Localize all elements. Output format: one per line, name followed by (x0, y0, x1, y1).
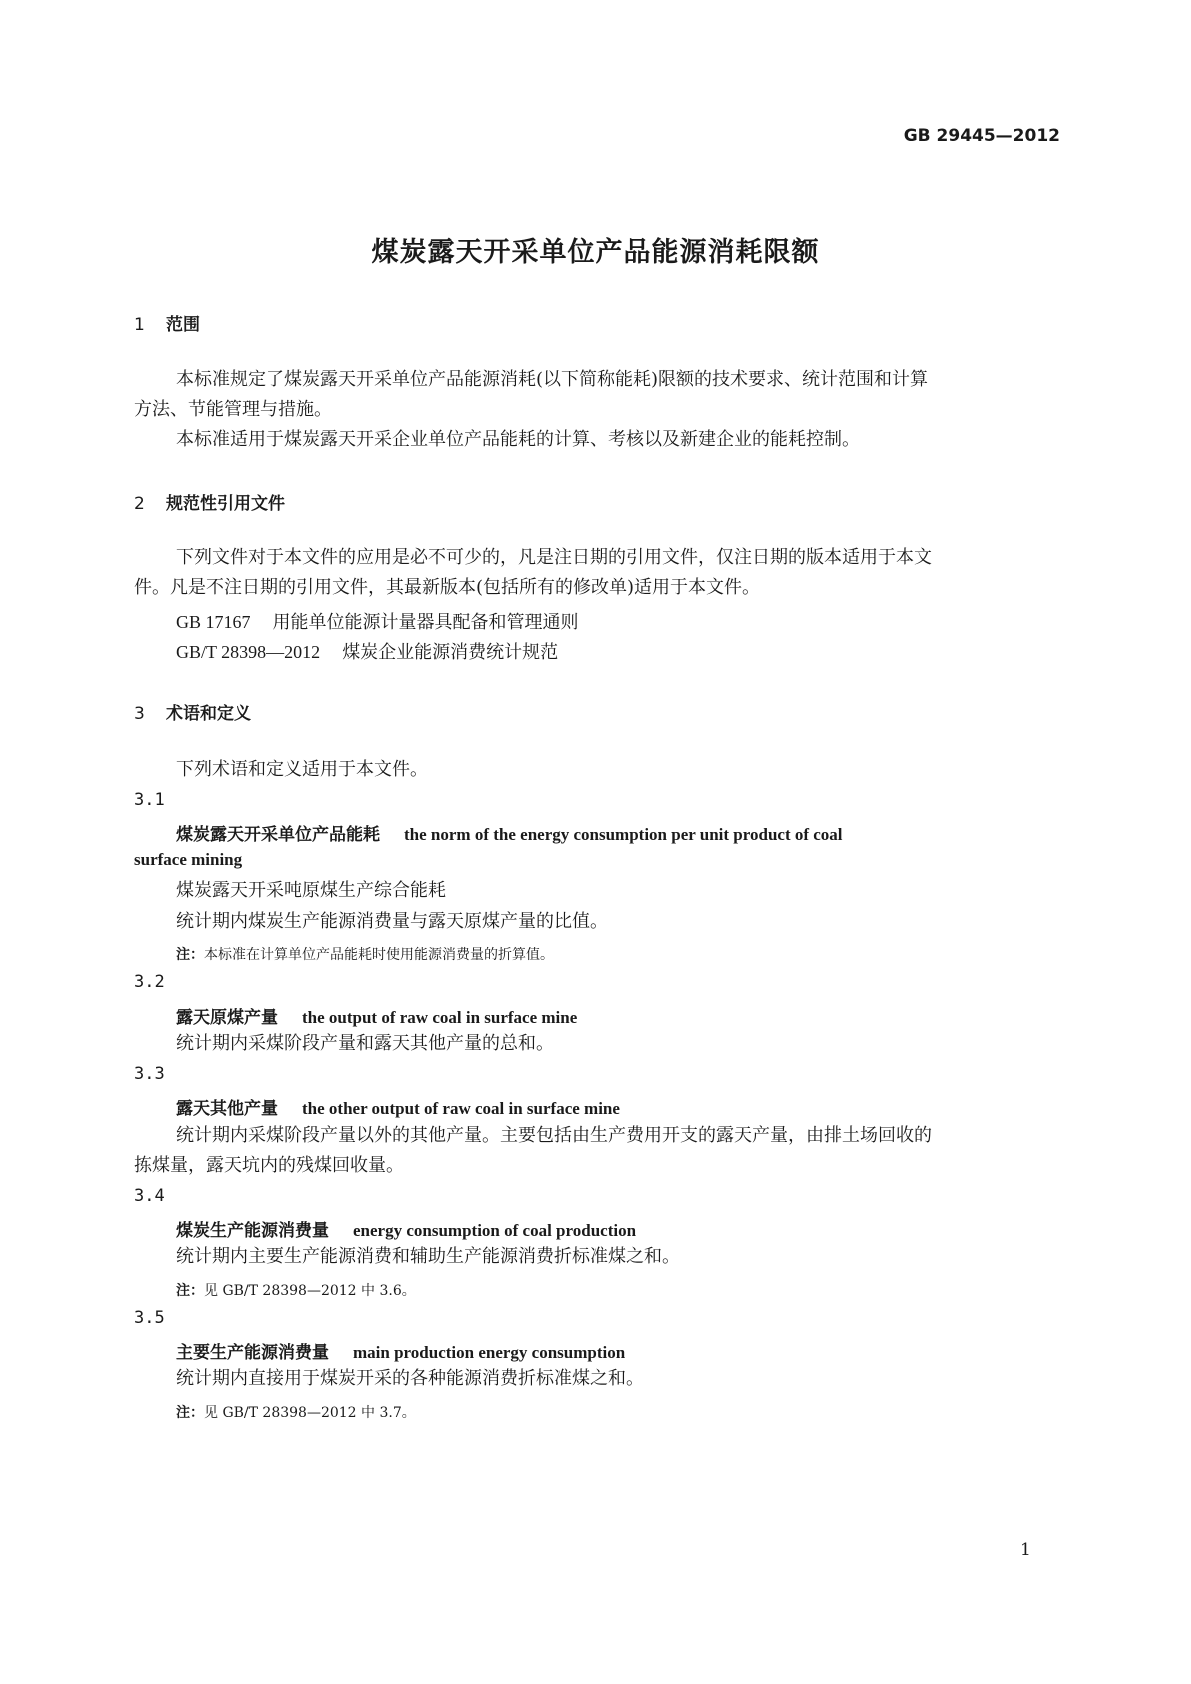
term-zh: 主要生产能源消费量 (176, 1343, 329, 1363)
term-zh: 露天其他产量 (176, 1099, 278, 1119)
term-definition: 统计期内采煤阶段产量和露天其他产量的总和。 (176, 1033, 554, 1054)
term-alternative: 煤炭露天开采吨原煤生产综合能耗 (176, 880, 446, 901)
section-3-intro: 下列术语和定义适用于本文件。 (176, 759, 428, 780)
term-en: the output of raw coal in surface mine (302, 1008, 578, 1027)
term-heading (176, 1003, 577, 1028)
section-title: 术语和定义 (166, 704, 251, 724)
note-text: 见 GB/T 28398—2012 中 3.6。 (204, 1283, 416, 1299)
clause-number: 3.3 (134, 1064, 165, 1084)
section-1-paragraph-1-line-2: 方法、节能管理与措施。 (134, 399, 332, 420)
normative-reference (176, 638, 558, 664)
term-note (176, 1280, 416, 1300)
term-definition: 统计期内主要生产能源消费和辅助生产能源消费折标准煤之和。 (176, 1246, 680, 1267)
section-number: 2 (134, 494, 145, 514)
term-en: energy consumption of coal production (353, 1221, 637, 1240)
note-text: 本标准在计算单位产品能耗时使用能源消费量的折算值。 (204, 947, 554, 963)
section-2-paragraph-1-line-2: 件。凡是不注日期的引用文件，其最新版本(包括所有的修改单)适用于本文件。 (134, 577, 761, 598)
section-2-heading (134, 489, 285, 514)
page-number: 1 (1020, 1540, 1031, 1560)
clause-number: 3.2 (134, 972, 165, 992)
term-definition-line-2: 拣煤量，露天坑内的残煤回收量。 (134, 1155, 404, 1176)
note-label: 注： (176, 1405, 204, 1421)
note-label: 注： (176, 947, 204, 963)
note-label: 注： (176, 1283, 204, 1299)
section-1-heading (134, 310, 200, 335)
term-definition: 统计期内直接用于煤炭开采的各种能源消费折标准煤之和。 (176, 1368, 644, 1389)
clause-number: 3.4 (134, 1186, 165, 1206)
normative-reference (176, 608, 579, 634)
note-text: 见 GB/T 28398—2012 中 3.7。 (204, 1405, 416, 1421)
reference-code: GB 17167 (176, 612, 251, 632)
reference-title: 煤炭企业能源消费统计规范 (342, 642, 559, 663)
term-note (176, 1402, 416, 1422)
section-1-paragraph-2: 本标准适用于煤炭露天开采企业单位产品能耗的计算、考核以及新建企业的能耗控制。 (176, 429, 860, 450)
section-title: 范围 (166, 315, 200, 335)
section-1-paragraph-1-line-1: 本标准规定了煤炭露天开采单位产品能源消耗(以下简称能耗)限额的技术要求、统计范围和计算 (176, 369, 929, 390)
term-en: main production energy consumption (353, 1343, 626, 1362)
term-heading (176, 1216, 636, 1241)
reference-title: 用能单位能源计量器具配备和管理通则 (272, 612, 579, 633)
clause-number: 3.5 (134, 1308, 165, 1328)
term-definition-line-1: 统计期内采煤阶段产量以外的其他产量。主要包括由生产费用开支的露天产量，由排土场回收的 (176, 1125, 932, 1146)
section-2-paragraph-1-line-1: 下列文件对于本文件的应用是必不可少的，凡是注日期的引用文件，仅注日期的版本适用于本文 (176, 547, 932, 568)
term-definition: 统计期内煤炭生产能源消费量与露天原煤产量的比值。 (176, 911, 608, 932)
term-en: the other output of raw coal in surface mine (302, 1099, 620, 1118)
section-title: 规范性引用文件 (166, 494, 285, 514)
term-en: the norm of the energy consumption per unit product of coal (404, 825, 843, 844)
term-zh: 煤炭露天开采单位产品能耗 (176, 825, 380, 845)
term-en-continued: surface mining (134, 850, 243, 869)
term-heading (176, 1338, 625, 1363)
term-zh: 煤炭生产能源消费量 (176, 1221, 329, 1241)
term-heading (176, 820, 843, 845)
section-number: 1 (134, 315, 145, 335)
section-number: 3 (134, 704, 145, 724)
clause-number: 3.1 (134, 790, 165, 810)
term-note (176, 944, 554, 964)
term-heading (176, 1094, 620, 1119)
section-3-heading (134, 699, 251, 724)
reference-code: GB/T 28398—2012 (176, 642, 321, 662)
document-title: 煤炭露天开采单位产品能源消耗限额 (371, 237, 820, 268)
term-zh: 露天原煤产量 (176, 1008, 278, 1028)
standard-number: GB 29445—2012 (903, 126, 1060, 146)
